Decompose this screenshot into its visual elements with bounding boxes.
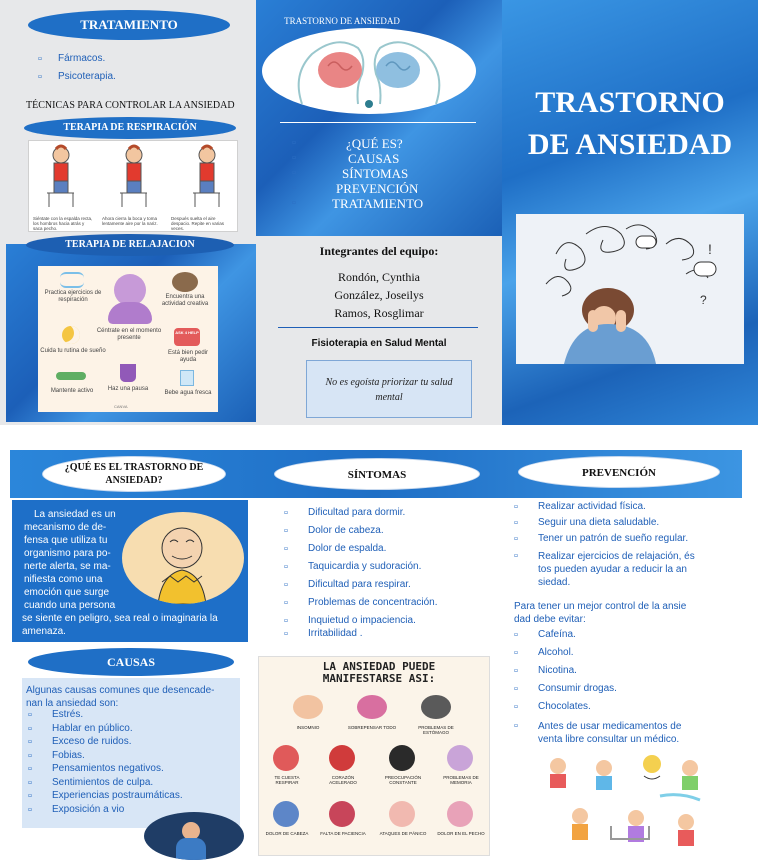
poster-label: TE CUESTA RESPIRAR — [274, 775, 300, 785]
list-item: ▫ Tener un patrón de sueño regular. — [512, 534, 702, 544]
sad-person-illustration — [144, 812, 244, 860]
que-es-heading: ¿QUÉ ES EL TRASTORNO DE ANSIEDAD? — [42, 456, 226, 492]
equipo-member: González, Joseilys — [334, 288, 424, 302]
battery-icon — [329, 801, 355, 827]
tratamiento-heading: TRATAMIENTO — [28, 10, 230, 40]
cup-icon — [120, 364, 136, 382]
text-line: cuando una persona — [24, 600, 116, 611]
equipo-title: Integrantes del equipo: — [319, 244, 439, 258]
palette-icon — [172, 272, 198, 292]
list-item: ▫ Nicotina. — [512, 666, 708, 676]
control-text: Para tener un mejor control de la ansie dad debe evitar: — [514, 601, 687, 625]
wind-icon — [60, 272, 84, 288]
kids-playing-illustration — [540, 746, 716, 858]
text-line: nifiesta como una — [24, 574, 103, 585]
poster-label: ATAQUES DE PÁNICO — [379, 831, 427, 836]
sintomas-list — [282, 508, 482, 639]
list-item: ▫ Problemas de concentración. — [282, 598, 482, 608]
quote-box: No es egoísta priorizar tu salud mental — [306, 360, 472, 418]
causas-list — [26, 710, 183, 818]
poster-icon — [421, 695, 451, 719]
portada-title-line1: TRASTORNO — [535, 86, 725, 119]
meditating-body — [108, 302, 152, 324]
relax-item: Bebe agua fresca — [164, 390, 212, 396]
menu-item-tratamiento[interactable]: ▫ TRATAMIENTO — [290, 196, 450, 211]
list-item: ▫ Dolor de cabeza. — [282, 526, 482, 536]
moon-icon — [62, 326, 80, 344]
poster-icon — [293, 695, 323, 719]
equipo-divider — [278, 327, 478, 328]
sintomas-heading: SÍNTOMAS — [274, 458, 480, 490]
indice-header: TRASTORNO DE ANSIEDAD — [284, 16, 400, 26]
list-item: ▫ Cafeína. — [512, 630, 708, 640]
poster-label: DOLOR EN EL PECHO — [437, 831, 485, 836]
text-line: La ansiedad es un — [34, 509, 116, 520]
head-icon — [273, 801, 299, 827]
relajacion-illustration — [38, 266, 218, 412]
lungs-icon — [273, 745, 299, 771]
relajacion-heading: TERAPIA DE RELAJACION — [26, 234, 234, 256]
indice-menu — [290, 136, 450, 211]
poster-label: PROBLEMAS DE MEMORIA — [443, 775, 479, 785]
list-item: ▫ Inquietud o impaciencia. — [282, 616, 482, 626]
list-item: ▫ Exposición a vio — [26, 805, 183, 819]
respiracion-step-2: Ahora cierra la boca y toma lentamente aire por la nariz. — [102, 216, 158, 227]
canva-logo: CANVA — [114, 404, 128, 409]
equipo-member: Rondón, Cynthia — [337, 270, 420, 284]
list-item: ▫ Realizar ejercicios de relajación, és tos pueden ayudar a reducir la an siedad. — [512, 550, 702, 589]
text-line: se siente en peligro, sea real o imaginaria la — [22, 613, 218, 624]
causas-intro: Algunas causas comunes que desencade-nan la ansiedad son: — [26, 685, 215, 709]
respiracion-step-3: Después suelta el aire despacio. Repite en varias veces. — [171, 216, 225, 232]
list-item: ▫ Dolor de espalda. — [282, 544, 482, 554]
brain-illustration — [262, 28, 476, 114]
chest-icon — [447, 801, 473, 827]
list-item: ▫ Antes de usar medicamentos de venta libre consultar un médico. — [512, 720, 708, 746]
list-item: ▫ Hablar en público. — [26, 724, 183, 738]
relax-item: Cuida tu rutina de sueño — [40, 348, 106, 354]
list-item: ▫ Consumir drogas. — [512, 684, 708, 694]
text-line: nerte alerta, se ma- — [24, 561, 111, 572]
equipo-member: Ramos, Rosglimar — [334, 306, 424, 320]
text-line: mecanismo de de- — [24, 522, 107, 533]
course-name: Fisioterapia en Salud Mental — [311, 338, 447, 349]
svg-text:!: ! — [708, 241, 712, 257]
tecnicas-heading: TÉCNICAS PARA CONTROLAR LA ANSIEDAD — [26, 100, 235, 111]
relax-item: Haz una pausa — [107, 386, 149, 392]
poster-label: DOLOR DE CABEZA — [265, 831, 309, 836]
list-item: ▫ Dificultad para dormir. — [282, 508, 482, 518]
respiracion-heading: TERAPIA DE RESPIRACIÓN — [24, 117, 236, 139]
relax-item: Encuentra una actividad creativa — [161, 294, 209, 307]
list-item: ▫ Dificultad para respirar. — [282, 580, 482, 590]
text-line: fensa que utiliza tu — [24, 535, 108, 546]
menu-item-que-es[interactable]: ▫ ¿QUÉ ES? — [290, 136, 450, 151]
evitar-list — [512, 630, 708, 746]
list-item: ▫ Taquicardia y sudoración. — [282, 562, 482, 572]
list-item: ▫ Fobias. — [26, 751, 183, 765]
menu-item-causas[interactable]: ▫ CAUSAS — [290, 151, 450, 166]
list-item: ▫ Irritabilidad . — [282, 629, 482, 639]
text-line: amenaza. — [22, 626, 66, 637]
symptoms-poster — [258, 656, 490, 856]
poster-label: CORAZÓN ACELERADO — [329, 775, 357, 785]
list-item: ▫ Pensamientos negativos. — [26, 764, 183, 778]
relax-item: Mantente activo — [50, 388, 94, 394]
menu-item-prevencion[interactable]: ▫ PREVENCIÓN — [290, 181, 450, 196]
list-item: ▫ Estrés. — [26, 710, 183, 724]
relax-item: Está bien pedir ayuda — [167, 350, 209, 363]
poster-label: SOBREPENSAR TODO — [347, 725, 397, 730]
heart-icon — [329, 745, 355, 771]
dumbbell-icon — [56, 372, 86, 380]
respiracion-step-1: Siéntate con la espalda recta, los hombros hacia atrás y saca pecho. — [33, 216, 93, 232]
list-item: ▫ Experiencias postraumáticas. — [26, 791, 183, 805]
list-item: ▫ Fármacos. — [36, 54, 116, 64]
child-sitting-icon — [47, 146, 74, 207]
list-item: ▫ Seguir una dieta saludable. — [512, 518, 702, 528]
relax-item: Practica ejercicios de respiración — [44, 290, 102, 303]
prevencion-heading: PREVENCIÓN — [518, 456, 720, 488]
water-glass-icon — [180, 370, 194, 386]
indice-divider — [280, 122, 476, 123]
list-item: ▫ Chocolates. — [512, 702, 708, 712]
prevencion-list — [512, 502, 702, 589]
anxious-woman-illustration — [516, 214, 744, 364]
respiracion-illustration — [28, 140, 238, 232]
que-es-text — [22, 508, 244, 638]
list-item: ▫ Psicoterapia. — [36, 72, 116, 82]
menu-item-sintomas[interactable]: ▫ SÍNTOMAS — [290, 166, 450, 181]
brain-icon — [447, 745, 473, 771]
causas-heading: CAUSAS — [28, 648, 234, 676]
list-item: ▫ Alcohol. — [512, 648, 708, 658]
poster-label: PROBLEMAS DE ESTÓMAGO — [418, 725, 454, 735]
list-item: ▫ Realizar actividad física. — [512, 502, 702, 512]
help-sign-icon: ASK 4 HELP — [174, 328, 200, 346]
poster-icon — [357, 695, 387, 719]
poster-label: INSOMNIO — [296, 725, 320, 730]
portada-title-line2: DE ANSIEDAD — [527, 128, 733, 161]
text-line: organismo para po- — [24, 548, 111, 559]
relax-item: Céntrate en el momento presente — [96, 328, 162, 341]
tratamiento-list — [36, 54, 116, 82]
list-item: ▫ Exceso de ruidos. — [26, 737, 183, 751]
text-line: emoción que surge — [24, 587, 110, 598]
poster-label: PREOCUPACIÓN CONSTANTE — [384, 775, 422, 785]
poster-title: LA ANSIEDAD PUEDE MANIFESTARSE ASI: — [322, 660, 436, 685]
list-item: ▫ Sentimientos de culpa. — [26, 778, 183, 792]
poster-label: FALTA DE PACIENCIA — [320, 831, 366, 836]
panic-icon — [389, 801, 415, 827]
bomb-icon — [389, 745, 415, 771]
svg-text:?: ? — [700, 293, 707, 307]
